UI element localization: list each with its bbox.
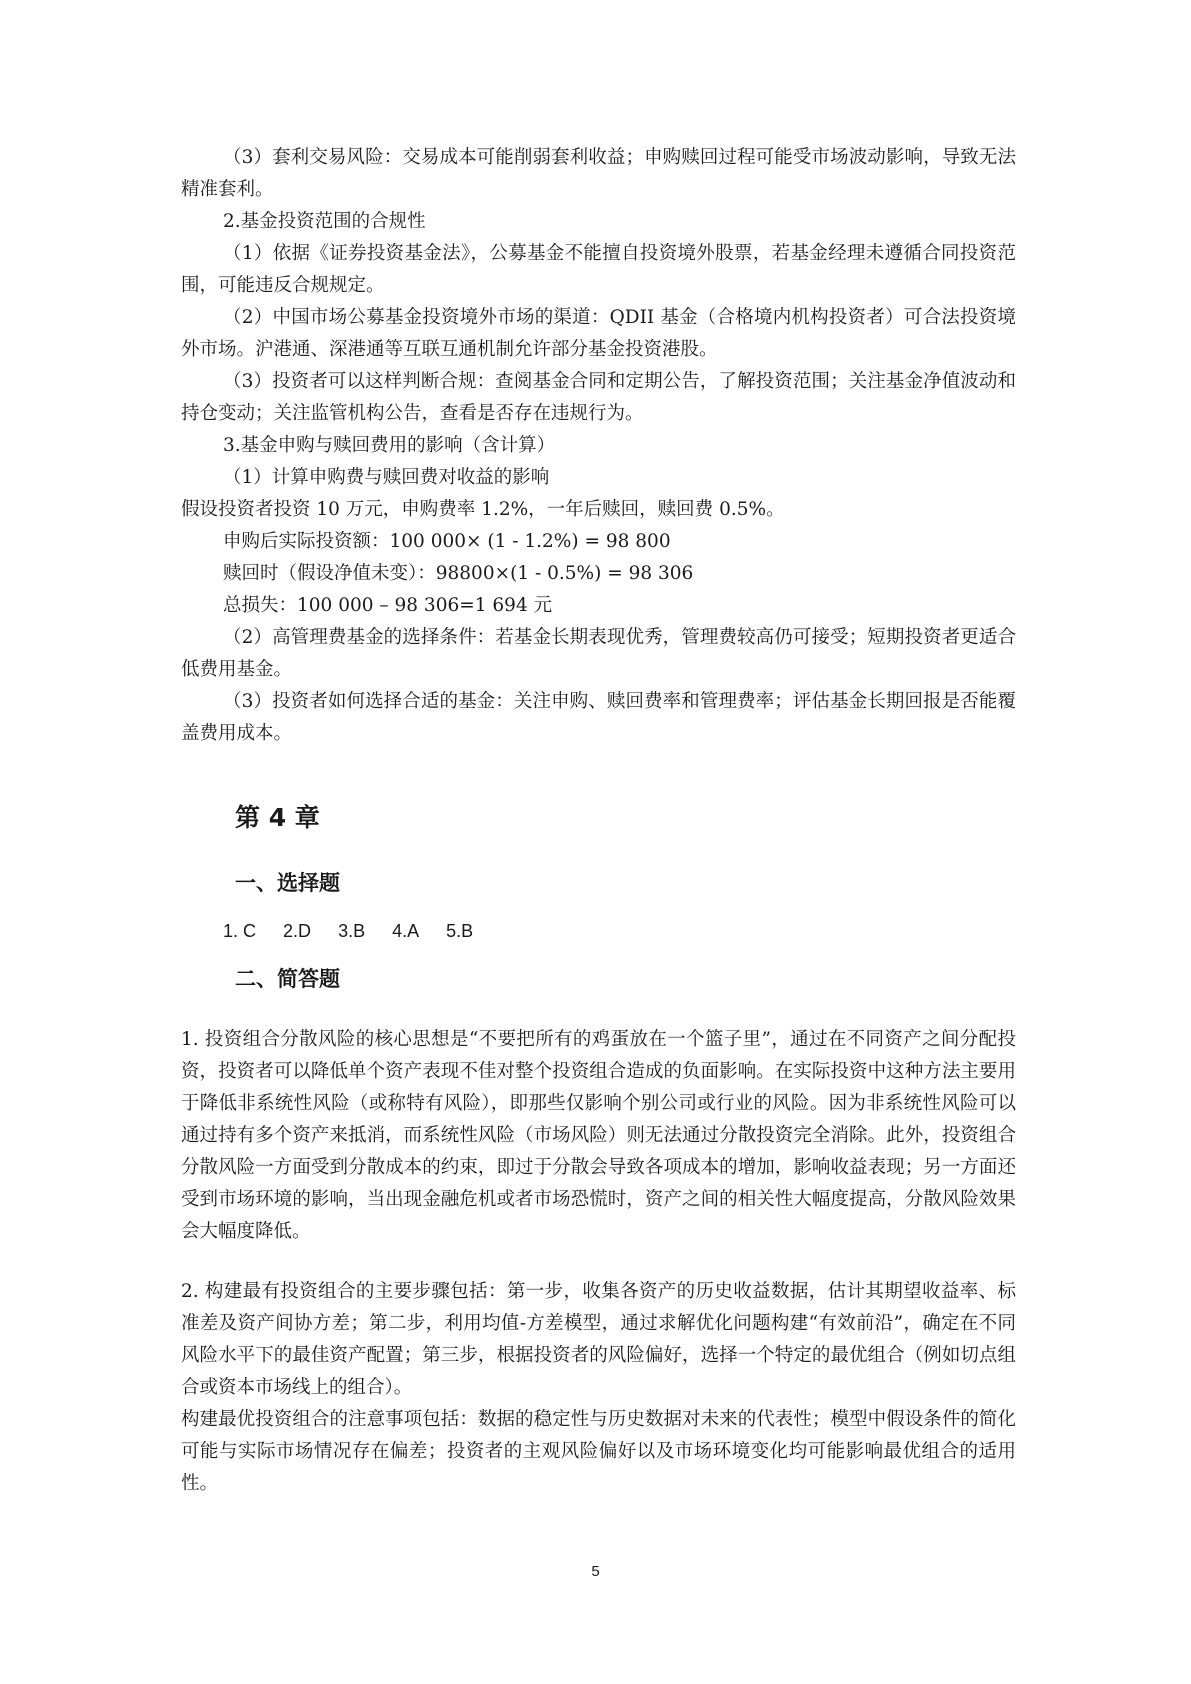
answer-paragraph-2-notes: 构建最优投资组合的注意事项包括：数据的稳定性与历史数据对未来的代表性；模型中假设条件的简化可能与实际市场情况存在偏差；投资者的主观风险偏好以及市场环境变化均可能影响最优组合的适用性。: [181, 1409, 1016, 1494]
section-title-multiple-choice: 一、选择题: [235, 871, 340, 895]
answer-paragraph-2: 2. 构建最有投资组合的主要步骤包括：第一步，收集各资产的历史收益数据，估计其期望收益率、标准差及资产间协方差；第二步，利用均值-方差模型，通过求解优化问题构建“有效前沿”，确定在不同风险水平下的最佳资产配置；第三步，根据投资者的风险偏好，选择一个特定的最优组合（例如切点组合或资本市场线上的组合）。: [181, 1281, 1016, 1398]
paragraph-fee-assumption: 假设投资者投资 10 万元，申购费率 1.2%，一年后赎回，赎回费 0.5%。: [181, 499, 785, 520]
paragraph-compliance-3: （3）投资者可以这样判断合规：查阅基金合同和定期公告，了解投资范围；关注基金净值波动和持仓变动；关注监管机构公告，查看是否存在违规行为。: [181, 371, 1016, 424]
answer-key: [181, 916, 1016, 946]
answer-item: 3.B: [338, 921, 366, 941]
heading-fee-impact: 3.基金申购与赎回费用的影响（含计算）: [223, 435, 556, 456]
answer-item: 4.A: [392, 921, 420, 941]
page-number: 5: [591, 1563, 600, 1580]
paragraph-fee-2: （2）高管理费基金的选择条件：若基金长期表现优秀，管理费较高仍可接受；短期投资者更适合低费用基金。: [181, 627, 1016, 680]
paragraph-fee-3: （3）投资者如何选择合适的基金：关注申购、赎回费率和管理费率；评估基金长期回报是否能覆盖费用成本。: [181, 691, 1016, 744]
calc-line-total-loss: 总损失：100 000 – 98 306=1 694 元: [223, 595, 553, 616]
calc-line-redemption: 赎回时（假设净值未变）：98800×(1 - 0.5%) = 98 306: [223, 563, 694, 584]
paragraph-arbitrage-risk: （3）套利交易风险：交易成本可能削弱套利收益；申购赎回过程可能受市场波动影响，导致无法精准套利。: [181, 147, 1016, 200]
answer-item: 2.D: [283, 921, 312, 941]
answer-paragraph-1: 1. 投资组合分散风险的核心思想是“不要把所有的鸡蛋放在一个篮子里”，通过在不同资产之间分配投资，投资者可以降低单个资产表现不佳对整个投资组合造成的负面影响。在实际投资中这种方法主要用于降低非系统性风险（或称特有风险），即那些仅影响个别公司或行业的风险。因为非系统性风险可以通过持有多个资产来抵消，而系统性风险（市场风险）则无法通过分散投资完全消除。此外，投资组合分散风险一方面受到分散成本的约束，即过于分散会导致各项成本的增加，影响收益表现；另一方面还受到市场环境的影响，当出现金融危机或者市场恐慌时，资产之间的相关性大幅度提高，分散风险效果会大幅度降低。: [181, 1029, 1016, 1242]
heading-fund-scope-compliance: 2.基金投资范围的合规性: [223, 211, 426, 232]
section-title-short-answer: 二、简答题: [235, 967, 340, 991]
paragraph-compliance-2: （2）中国市场公募基金投资境外市场的渠道：QDII 基金（合格境内机构投资者）可合法投资境外市场。沪港通、深港通等互联互通机制允许部分基金投资港股。: [181, 307, 1016, 360]
paragraph-compliance-1: （1）依据《证券投资基金法》，公募基金不能擅自投资境外股票，若基金经理未遵循合同投资范围，可能违反合规规定。: [181, 243, 1016, 296]
chapter-title: 第 4 章: [235, 803, 320, 832]
answer-item: 1. C: [223, 921, 257, 941]
paragraph-fee-calc-title: （1）计算申购费与赎回费对收益的影响: [223, 467, 550, 488]
page-content: [181, 142, 1016, 1500]
answer-item: 5.B: [446, 921, 474, 941]
calc-line-purchase: 申购后实际投资额：100 000× (1 - 1.2%) = 98 800: [223, 531, 671, 552]
